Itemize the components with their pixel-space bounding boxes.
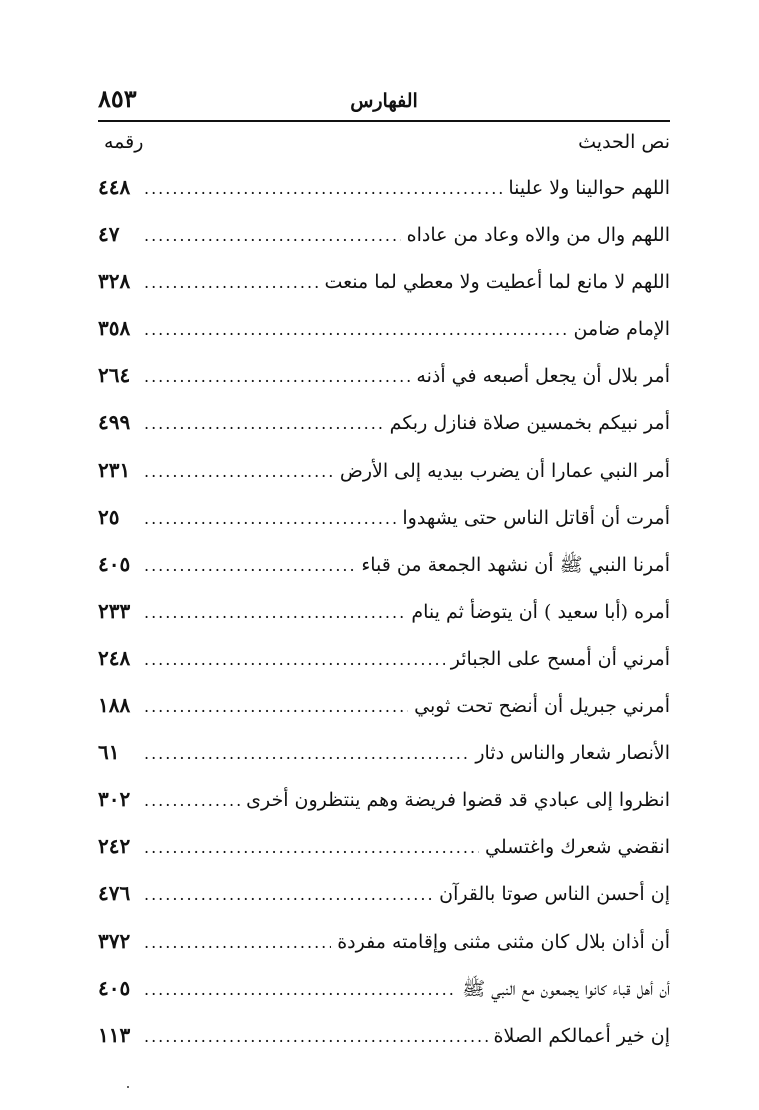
- dot-leader: [144, 636, 445, 683]
- dot-leader: [144, 448, 334, 495]
- index-entry: [98, 823, 670, 870]
- entry-text: أمرني أن أمسح على الجبائر: [450, 647, 670, 670]
- dot-leader: [144, 919, 331, 966]
- index-entry: [98, 494, 670, 541]
- entry-text: الإمام ضامن: [573, 318, 670, 341]
- entry-number: ٢٣٣: [98, 598, 131, 623]
- entry-number: ٣٠٢: [98, 787, 131, 812]
- dot-leader: [144, 683, 408, 730]
- dot-leader: [144, 165, 502, 212]
- column-headings: [98, 131, 670, 163]
- hadith-index-list: [98, 164, 670, 1059]
- dot-leader: [144, 259, 318, 306]
- entry-number: ٣٢٨: [98, 269, 131, 294]
- dot-leader: [144, 730, 469, 777]
- running-title: الفهارس: [350, 90, 418, 112]
- dot-leader: [144, 871, 433, 918]
- index-entry: [98, 588, 670, 635]
- index-entry: [98, 1012, 670, 1059]
- dot-leader: [144, 824, 479, 871]
- running-header: [98, 84, 670, 116]
- entry-text: اللهم وال من والاه وعاد من عاداه: [406, 224, 670, 247]
- dot-leader: [144, 777, 240, 824]
- entry-text: أمرنا النبي ﷺ أن نشهد الجمعة من قباء: [361, 553, 670, 576]
- entry-number: ٤٤٨: [98, 175, 131, 199]
- index-entry: [98, 870, 670, 917]
- entry-number: ١١٣: [98, 1022, 131, 1047]
- dot-leader: [144, 966, 456, 1013]
- entry-text: أمر نبيكم بخمسين صلاة فنازل ربكم: [389, 412, 670, 435]
- header-rule: [98, 120, 670, 122]
- dot-leader: [144, 589, 405, 636]
- index-entry: [98, 211, 670, 258]
- entry-number: ٢٤٨: [98, 645, 131, 670]
- index-entry: [98, 635, 670, 682]
- entry-text: أمره (أبا سعيد ) أن يتوضأ ثم ينام: [411, 600, 670, 623]
- entry-number: ٤٠٥: [98, 975, 131, 1000]
- entry-number: ٦١: [98, 740, 120, 765]
- entry-number: ٣٧٢: [98, 928, 131, 953]
- print-speck: [127, 1086, 129, 1088]
- index-entry: [98, 447, 670, 494]
- entry-number: ٢٦٤: [98, 363, 131, 388]
- text-column-heading: نص الحديث: [578, 131, 670, 153]
- entry-text: إن خير أعمالكم الصلاة: [493, 1024, 670, 1047]
- dot-leader: [144, 1013, 488, 1060]
- index-entry: [98, 918, 670, 965]
- entry-number: ١٨٨: [98, 693, 131, 718]
- index-entry: [98, 352, 670, 399]
- entry-number: ٢٥: [98, 504, 120, 529]
- index-entry: [98, 682, 670, 729]
- entry-number: ٣٥٨: [98, 316, 131, 341]
- entry-number: ٢٤٢: [98, 834, 131, 859]
- index-entry: [98, 965, 670, 1012]
- index-entry: [98, 541, 670, 588]
- entry-text: انظروا إلى عبادي قد قضوا فريضة وهم ينتظرون أخرى: [246, 789, 670, 812]
- entry-text: اللهم حوالينا ولا علينا: [508, 177, 670, 199]
- entry-text: أن أهل قباء كانوا يجمعون مع النبي ﷺ: [462, 977, 670, 1000]
- page-number: ٨٥٣: [98, 84, 137, 113]
- entry-text: أمرني جبريل أن أنضح تحت ثوبي: [414, 695, 670, 718]
- dot-leader: [144, 495, 396, 542]
- index-entry: [98, 258, 670, 305]
- entry-text: الأنصار شعار والناس دثار: [475, 742, 670, 765]
- entry-text: انقضي شعرك واغتسلي: [485, 836, 670, 859]
- entry-text: أمرت أن أقاتل الناس حتى يشهدوا: [402, 506, 670, 529]
- entry-number: ٤٧: [98, 222, 120, 247]
- entry-number: ٢٣١: [98, 457, 131, 482]
- index-entry: [98, 164, 670, 211]
- index-entry: [98, 305, 670, 352]
- entry-text: أمر النبي عمارا أن يضرب بيديه إلى الأرض: [339, 459, 670, 482]
- index-entry: [98, 729, 670, 776]
- entry-number: ٤٩٩: [98, 410, 131, 435]
- dot-leader: [144, 212, 401, 259]
- entry-number: ٤٧٦: [98, 881, 131, 906]
- number-column-heading: رقمه: [104, 131, 144, 153]
- entry-number: ٤٠٥: [98, 551, 131, 576]
- entry-text: إن أحسن الناس صوتا بالقرآن: [439, 883, 670, 906]
- dot-leader: [144, 353, 410, 400]
- dot-leader: [144, 542, 355, 589]
- entry-text: أمر بلال أن يجعل أصبعه في أذنه: [416, 365, 670, 388]
- dot-leader: [144, 306, 568, 353]
- entry-text: اللهم لا مانع لما أعطيت ولا معطي لما منعت: [324, 271, 670, 294]
- index-entry: [98, 399, 670, 446]
- index-entry: [98, 776, 670, 823]
- dot-leader: [144, 400, 384, 447]
- entry-text: أن أذان بلال كان مثنى مثنى وإقامته مفردة: [337, 930, 670, 953]
